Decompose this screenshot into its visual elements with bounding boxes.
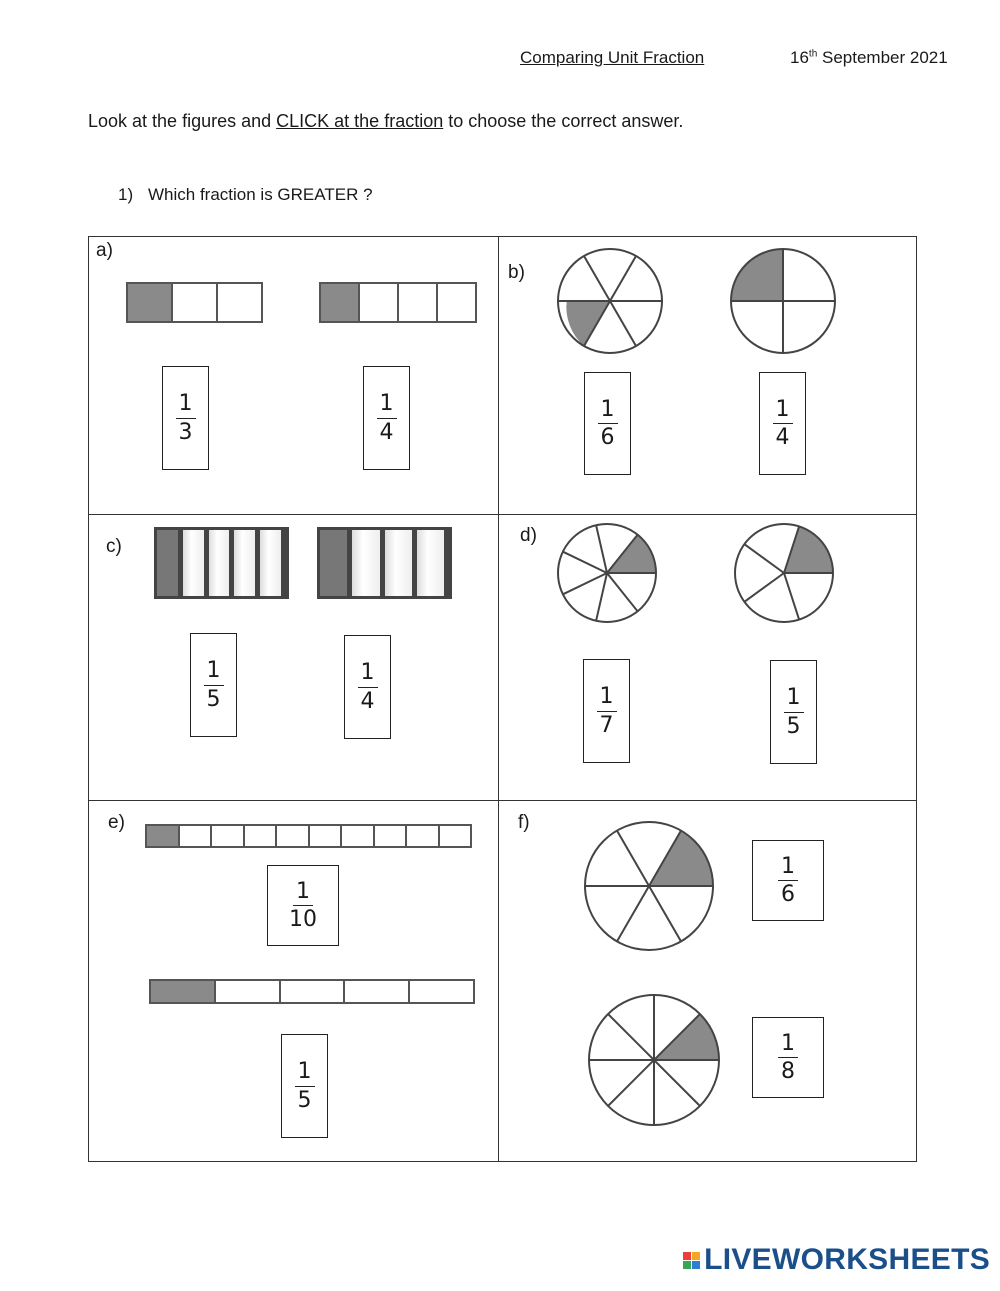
fraction-c-left[interactable]: $\frac{1}{5}$ bbox=[190, 633, 237, 737]
item-f-label: f) bbox=[518, 812, 530, 833]
item-d-label: d) bbox=[520, 525, 537, 546]
item-a-label: a) bbox=[96, 240, 113, 261]
fraction-d-left[interactable]: $\frac{1}{7}$ bbox=[583, 659, 630, 763]
fraction-a-right[interactable]: $\frac{1}{4}$ bbox=[363, 366, 410, 470]
fraction-d-right[interactable]: $\frac{1}{5}$ bbox=[770, 660, 817, 764]
fraction-e-bottom[interactable]: $\frac{1}{5}$ bbox=[281, 1034, 328, 1138]
worksheet-date: 16th September 2021 bbox=[790, 48, 948, 67]
bar-fifths-e bbox=[149, 979, 475, 1004]
bar-fifths bbox=[154, 527, 289, 599]
fraction-f-top[interactable]: $\frac{1}{6}$ bbox=[752, 840, 824, 921]
grid-divider-vertical bbox=[498, 237, 499, 1161]
grid-divider-row2 bbox=[89, 800, 916, 801]
circle-eighths bbox=[587, 993, 721, 1127]
fraction-f-bottom[interactable]: $\frac{1}{8}$ bbox=[752, 1017, 824, 1098]
question-1 bbox=[118, 185, 373, 205]
fraction-a-left[interactable]: $\frac{1}{3}$ bbox=[162, 366, 209, 470]
item-e-label: e) bbox=[108, 812, 125, 833]
fraction-e-top[interactable]: $\frac{1}{10}$ bbox=[267, 865, 339, 946]
instruction-text: Look at the figures and CLICK at the fraction to choose the correct answer. bbox=[88, 111, 684, 131]
instruction-link: CLICK at the fraction bbox=[276, 111, 444, 131]
question-text: Which fraction is GREATER ? bbox=[148, 185, 373, 204]
bar-quarters-c bbox=[317, 527, 452, 599]
liveworksheets-logo bbox=[683, 1243, 990, 1277]
logo-blocks-icon bbox=[683, 1252, 700, 1269]
bar-tenths bbox=[145, 824, 472, 848]
bar-thirds bbox=[126, 282, 263, 323]
circle-quarters bbox=[730, 248, 836, 354]
circle-fifths bbox=[733, 522, 835, 624]
question-number: 1) bbox=[118, 185, 134, 204]
item-c-label: c) bbox=[106, 536, 122, 557]
fraction-b-left[interactable]: $\frac{1}{6}$ bbox=[584, 372, 631, 475]
bar-quarters bbox=[319, 282, 477, 323]
logo-text: LIVEWORKSHEETS bbox=[704, 1243, 990, 1276]
circle-sixths-f bbox=[583, 820, 715, 952]
fraction-c-right[interactable]: $\frac{1}{4}$ bbox=[344, 635, 391, 739]
circle-sevenths bbox=[556, 522, 658, 624]
item-b-label: b) bbox=[508, 262, 525, 283]
worksheet-title: Comparing Unit Fraction bbox=[520, 48, 705, 67]
fraction-b-right[interactable]: $\frac{1}{4}$ bbox=[759, 372, 806, 475]
grid-divider-row1 bbox=[89, 514, 916, 515]
circle-sixths bbox=[557, 248, 663, 354]
